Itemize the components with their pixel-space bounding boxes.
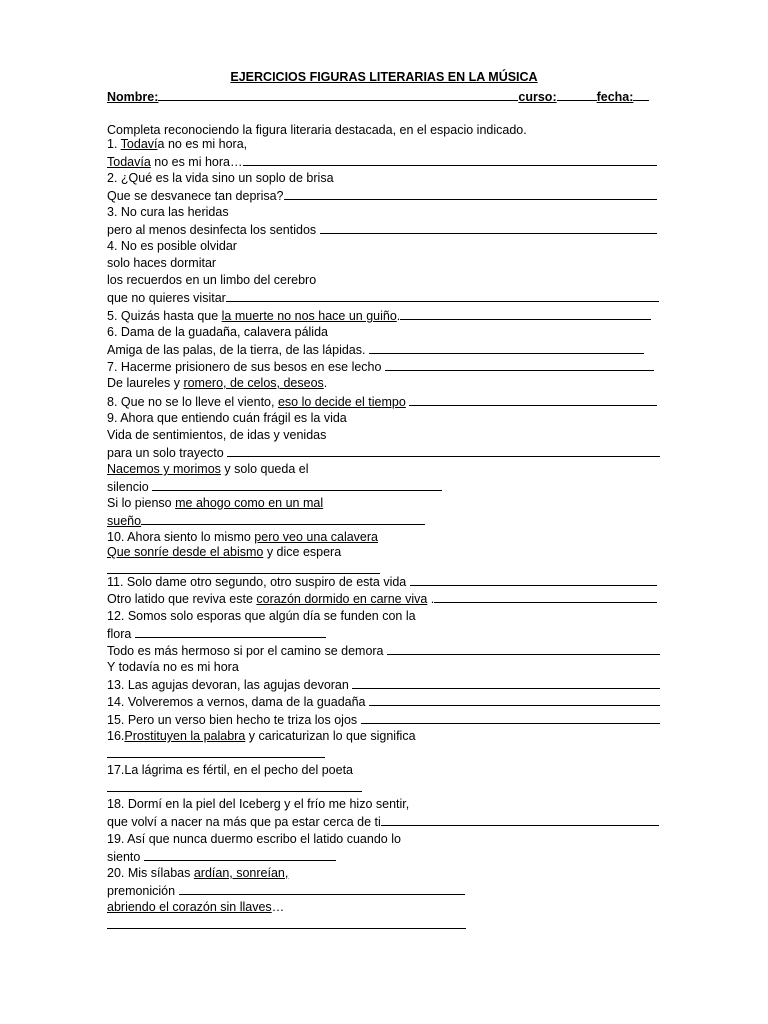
date-blank[interactable]	[633, 89, 649, 101]
answer-blank[interactable]	[361, 712, 660, 724]
exercise-line	[107, 626, 326, 642]
exercise-line	[107, 462, 308, 477]
exercise-line	[107, 643, 660, 659]
exercise-line	[107, 325, 328, 340]
exercise-line	[107, 591, 657, 607]
line-text: 14. Volveremos a vernos, dama de la guadaña	[107, 695, 369, 709]
line-text: 18. Dormí en la piel del Iceberg y el frío me hizo sentir,	[107, 797, 410, 811]
exercise-line	[107, 359, 654, 375]
answer-blank[interactable]	[135, 626, 326, 638]
answer-blank[interactable]	[369, 342, 644, 354]
exercise-line	[107, 883, 465, 899]
answer-blank[interactable]	[385, 359, 654, 371]
exercise-line	[107, 290, 659, 306]
course-label: curso:	[518, 90, 557, 104]
answer-blank[interactable]	[179, 883, 465, 895]
highlighted-figure: ardían, sonreían,	[193, 866, 289, 880]
student-info-row	[107, 89, 662, 104]
answer-blank[interactable]	[107, 917, 466, 929]
line-text: .	[323, 376, 328, 390]
highlighted-figure: me ahogo como en un mal	[175, 496, 324, 510]
exercise-line	[107, 273, 316, 288]
line-text: 19. Así que nunca duermo escribo el latido cuando lo	[107, 832, 401, 846]
line-text: 2. ¿Qué es la vida sino un soplo de brisa	[107, 171, 334, 185]
line-text: pero al menos desinfecta los sentidos	[107, 223, 320, 237]
line-text: Si lo pienso	[107, 496, 176, 510]
exercise-line	[107, 866, 288, 881]
line-text: 16.	[107, 729, 125, 743]
answer-blank[interactable]	[352, 677, 660, 689]
line-text: 6. Dama de la guadaña, calavera pálida	[107, 325, 328, 339]
name-blank[interactable]	[158, 89, 518, 101]
line-text: no es mi hora…	[150, 155, 243, 169]
answer-blank[interactable]	[381, 814, 659, 826]
exercise-line	[107, 205, 229, 220]
line-text: Otro latido que reviva este	[107, 592, 257, 606]
answer-blank[interactable]	[409, 394, 657, 406]
line-text: y dice espera	[263, 545, 342, 559]
highlighted-figure: Todaví	[120, 137, 158, 151]
highlighted-figure: romero, de celos, deseos	[183, 376, 324, 390]
answer-blank[interactable]	[107, 780, 362, 792]
line-text: De laureles y	[107, 376, 184, 390]
line-text: 5. Quizás hasta que	[107, 309, 222, 323]
exercise-line	[107, 394, 657, 410]
line-text: 17.La lágrima es fértil, en el pecho del poeta	[107, 763, 353, 777]
answer-blank[interactable]	[320, 222, 657, 234]
line-text: premonición	[107, 884, 179, 898]
highlighted-figure: abriendo el corazón sin llaves	[107, 900, 272, 914]
line-text: para un solo trayecto	[107, 446, 228, 460]
exercise-line	[107, 849, 336, 865]
exercise-line	[107, 780, 362, 796]
answer-blank[interactable]	[152, 479, 442, 491]
line-text: 12. Somos solo esporas que algún día se funden con la	[107, 609, 416, 623]
exercise-line	[107, 763, 353, 778]
answer-blank[interactable]	[144, 849, 336, 861]
line-text: 13. Las agujas devoran, las agujas devoran	[107, 678, 353, 692]
instructions: Completa reconociendo la figura literaria destacada, en el espacio indicado.	[107, 123, 527, 137]
line-text: 11. Solo dame otro segundo, otro suspiro de esta vida	[107, 575, 410, 589]
line-text: flora	[107, 627, 135, 641]
line-text: que volví a nacer na más que pa estar cerca de ti	[107, 815, 381, 829]
line-text: .	[427, 592, 435, 606]
exercise-line	[107, 900, 284, 915]
line-text: solo haces dormitar	[107, 256, 217, 270]
exercise-line	[107, 729, 416, 744]
exercise-line	[107, 188, 657, 204]
exercise-line	[107, 308, 651, 324]
line-text: 8. Que no se lo lleve el viento,	[107, 395, 278, 409]
answer-blank[interactable]	[226, 290, 659, 302]
exercise-line	[107, 677, 660, 693]
exercise-line	[107, 239, 237, 254]
answer-blank[interactable]	[107, 746, 325, 758]
exercise-line	[107, 137, 247, 152]
line-text: 20. Mis sílabas	[107, 866, 194, 880]
answer-blank[interactable]	[434, 591, 657, 603]
line-text: 7. Hacerme prisionero de sus besos en ese lecho	[107, 360, 385, 374]
exercise-line	[107, 660, 239, 675]
line-text: 10. Ahora siento lo mismo	[107, 530, 255, 544]
line-text: Amiga de las palas, de la tierra, de las lápidas.	[107, 343, 369, 357]
line-text: 3. No cura las heridas	[107, 205, 229, 219]
exercise-line	[107, 545, 341, 560]
line-text: Que se desvanece tan deprisa?	[107, 189, 284, 203]
answer-blank[interactable]	[410, 574, 657, 586]
line-text: y caricaturizan lo que significa	[245, 729, 416, 743]
line-text: 15. Pero un verso bien hecho te triza los ojos	[107, 713, 361, 727]
exercise-line	[107, 746, 325, 762]
line-text: los recuerdos en un limbo del cerebro	[107, 273, 317, 287]
highlighted-figure: la muerte no nos hace un guiño	[221, 309, 397, 323]
exercise-line	[107, 428, 326, 443]
highlighted-figure: corazón dormido en carne viva	[256, 592, 428, 606]
exercise-line	[107, 256, 216, 271]
answer-blank[interactable]	[243, 154, 658, 166]
answer-blank[interactable]	[141, 513, 425, 525]
line-text: a no es mi hora,	[157, 137, 248, 151]
line-text: Todo es más hermoso si por el camino se demora	[107, 644, 387, 658]
answer-blank[interactable]	[387, 643, 660, 655]
line-text: Vida de sentimientos, de idas y venidas	[107, 428, 327, 442]
line-text: .	[396, 309, 401, 323]
exercise-line	[107, 445, 660, 461]
exercise-line	[107, 222, 657, 238]
answer-blank[interactable]	[284, 188, 657, 200]
exercise-line	[107, 609, 416, 624]
answer-blank[interactable]	[227, 445, 660, 457]
highlighted-figure: sueño	[107, 514, 142, 528]
highlighted-figure: Todavía	[107, 155, 151, 169]
name-label: Nombre:	[107, 90, 159, 104]
exercise-line	[107, 712, 660, 728]
exercise-line	[107, 342, 644, 358]
highlighted-figure: Que sonríe desde el abismo	[107, 545, 264, 559]
line-text: silencio	[107, 480, 153, 494]
line-text: que no quieres visitar	[107, 291, 226, 305]
highlighted-figure: Nacemos y morimos	[107, 462, 221, 476]
exercise-line	[107, 574, 657, 590]
line-text: …	[271, 900, 285, 914]
answer-blank[interactable]	[400, 308, 651, 320]
exercise-line	[107, 917, 466, 933]
exercise-line	[107, 694, 660, 710]
answer-blank[interactable]	[369, 694, 660, 706]
exercise-line	[107, 154, 657, 170]
exercise-line	[107, 411, 347, 426]
highlighted-figure: Prostituyen la palabra	[124, 729, 246, 743]
highlighted-figure: eso lo decide el tiempo	[277, 395, 406, 409]
line-text: y solo queda el	[220, 462, 309, 476]
exercise-line	[107, 814, 659, 830]
course-blank[interactable]	[557, 89, 597, 101]
exercise-line	[107, 171, 334, 186]
worksheet-title: EJERCICIOS FIGURAS LITERARIAS EN LA MÚSICA	[230, 70, 538, 84]
line-text: 4. No es posible olvidar	[107, 239, 237, 253]
line-text: 9. Ahora que entiendo cuán frágil es la vida	[107, 411, 347, 425]
exercise-line	[107, 530, 378, 545]
line-text: 1.	[107, 137, 121, 151]
line-text: siento	[107, 850, 144, 864]
exercise-line	[107, 797, 409, 812]
highlighted-figure: pero veo una calavera	[254, 530, 378, 544]
exercise-line	[107, 496, 323, 511]
date-label: fecha:	[596, 90, 634, 104]
exercise-line	[107, 376, 327, 391]
line-text: Y todavía no es mi hora	[107, 660, 239, 674]
answer-blank[interactable]	[107, 562, 380, 574]
exercise-line	[107, 479, 442, 495]
exercise-line	[107, 513, 425, 529]
exercise-line	[107, 832, 401, 847]
